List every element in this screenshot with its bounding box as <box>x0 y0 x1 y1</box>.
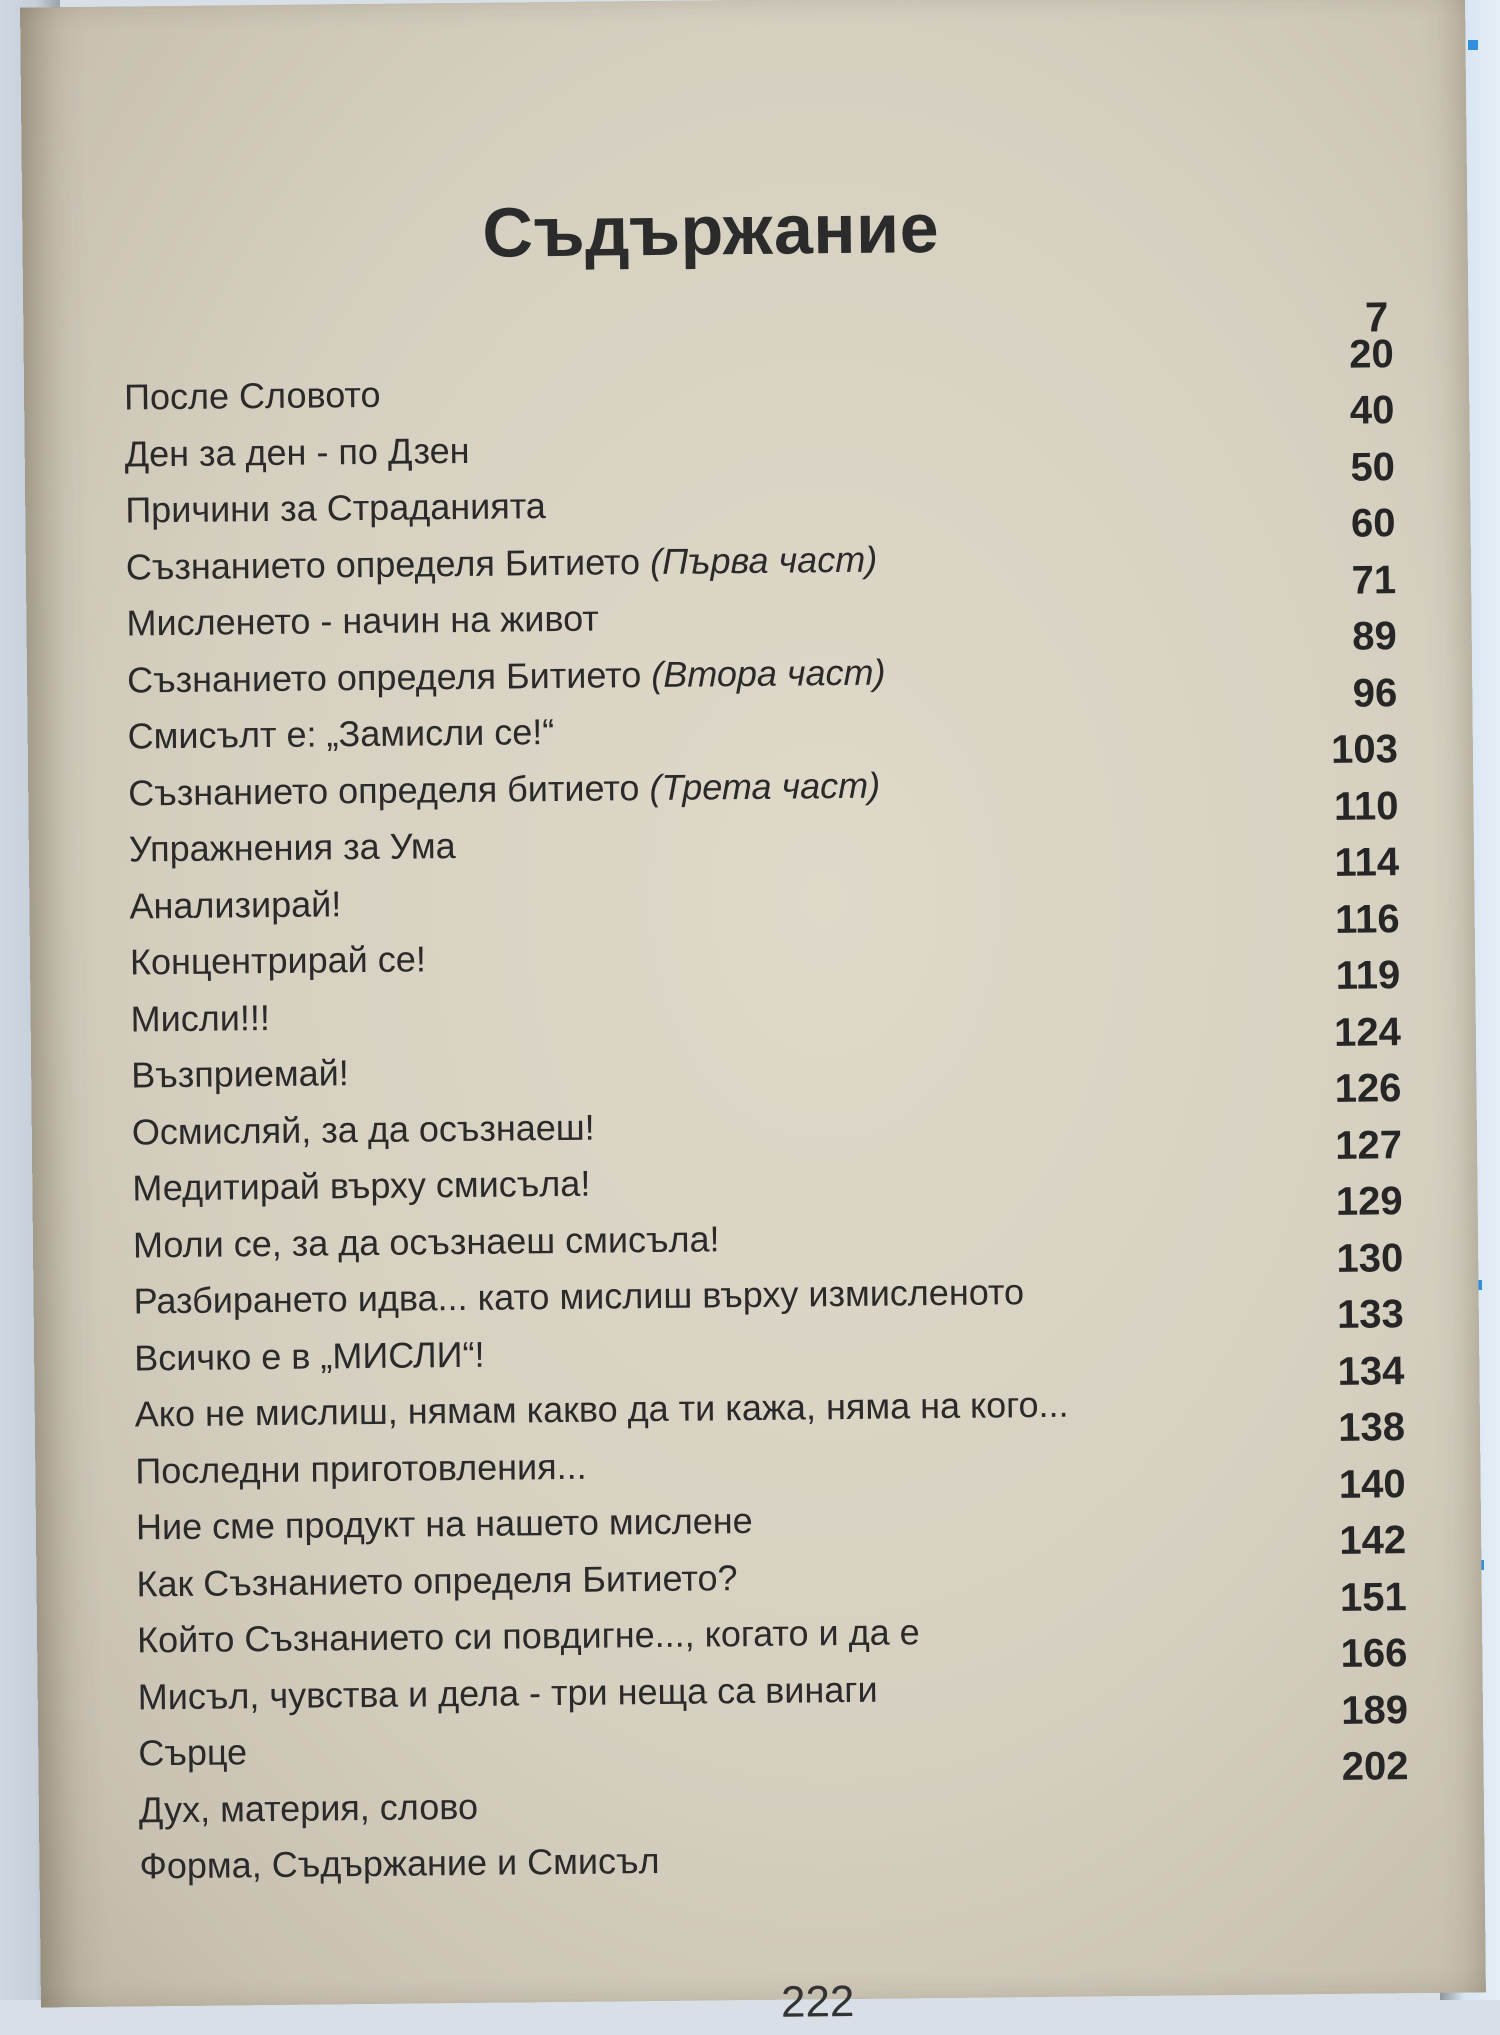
toc-entry-title <box>127 711 554 757</box>
toc-entry-page-number: 89 <box>1351 614 1397 659</box>
table-of-contents <box>123 331 1410 1895</box>
toc-entry-title <box>134 1334 485 1380</box>
toc-entry-page-number: 60 <box>1350 501 1396 546</box>
toc-entry-page-number: 142 <box>1339 1518 1407 1564</box>
toc-entry-page-number: 140 <box>1338 1461 1406 1507</box>
toc-entry-title <box>139 1840 659 1887</box>
toc-first-page-number: 7 <box>1364 293 1389 341</box>
toc-entry-title <box>138 1668 878 1718</box>
toc-entry-title <box>124 374 381 419</box>
toc-entry-title-text: Как Съзнанието определя Битието? <box>136 1556 738 1605</box>
toc-entry-title <box>139 1786 478 1832</box>
toc-entry-title <box>133 1218 720 1266</box>
toc-entry-title <box>126 598 599 645</box>
toc-entry-page-number: 114 <box>1334 840 1400 886</box>
toc-entry-page-number: 129 <box>1335 1179 1403 1225</box>
toc-entry-title-text: Медитирай върху смисъла! <box>132 1162 591 1209</box>
toc-entry-title-text: Ако не мислиш, нямам какво да ти кажа, няма на кого... <box>134 1383 1069 1435</box>
page-title: Съдържание <box>482 188 940 272</box>
toc-entry-page-number: 133 <box>1336 1292 1405 1338</box>
toc-entry-title-text: Сърце <box>138 1731 248 1774</box>
toc-entry-title-text: Осмисляй, за да осъзнаеш! <box>131 1106 595 1153</box>
toc-entry-page-number: 127 <box>1335 1122 1403 1168</box>
toc-entry-page-number: 130 <box>1336 1235 1404 1281</box>
toc-entry <box>139 1825 1410 1895</box>
toc-entry-title <box>126 538 878 588</box>
toc-entry-title <box>131 1052 349 1096</box>
toc-entry-title <box>130 939 426 984</box>
toc-entry-title-text: Смисълт е: „Замисли се!“ <box>127 711 555 757</box>
toc-entry-page-number: 134 <box>1337 1348 1405 1394</box>
toc-entry-title-text: Форма, Съдържание и Смисъл <box>139 1840 660 1887</box>
toc-entry-page-number: 40 <box>1349 388 1395 433</box>
toc-entry-title <box>125 485 546 531</box>
book-page <box>20 0 1486 2027</box>
toc-entry-title <box>135 1384 1069 1436</box>
toc-entry-title-text: Възприемай! <box>131 1052 349 1096</box>
toc-entry-title-text: Всичко е в „МИСЛИ“! <box>133 1333 485 1379</box>
toc-entry-title <box>136 1557 737 1605</box>
toc-entry-title <box>130 997 270 1040</box>
toc-entry-title <box>137 1611 920 1661</box>
toc-entry-title-text: Упражнения за Ума <box>128 825 456 870</box>
toc-entry-page-number: 138 <box>1338 1405 1406 1451</box>
toc-entry-page-number: 151 <box>1339 1574 1407 1620</box>
toc-entry-title-text: Последни приготовления... <box>135 1445 587 1492</box>
toc-entry-page-number: 124 <box>1333 1009 1402 1055</box>
toc-entry-title-text: Който Съзнанието си повдигне..., когато и да е <box>136 1611 920 1661</box>
toc-entry-title-text: Съзнанието определя Битието <box>125 540 651 588</box>
toc-entry-page-number: 103 <box>1330 727 1399 773</box>
toc-entry-title <box>132 1106 595 1153</box>
toc-entry-title-text: Разбирането идва... като мислиш върху измисленото <box>133 1271 1025 1322</box>
toc-entry-page-number: 96 <box>1352 670 1398 716</box>
page-number: 222 <box>780 1976 855 2027</box>
toc-entry-title <box>128 764 880 814</box>
toc-entry-title-text: Причини за Страданията <box>125 485 547 531</box>
toc-entry-page-number: 116 <box>1334 896 1400 942</box>
toc-entry-page-number: 202 <box>1341 1744 1409 1790</box>
toc-entry-title-text: Мисли!!! <box>130 996 271 1040</box>
toc-entry-title-text: Ден за ден - по Дзен <box>124 429 470 475</box>
toc-entry-title-text: Съзнанието определя битието <box>128 766 650 814</box>
toc-entry-title <box>136 1500 753 1548</box>
toc-entry-title-text: Ние сме продукт на нашето мислене <box>135 1500 753 1548</box>
toc-entry-title-text: Моли се, за да осъзнаеш смисъла! <box>132 1218 720 1266</box>
toc-entry-page-number: 166 <box>1340 1631 1408 1677</box>
toc-entry-title-text: Дух, материя, слово <box>138 1785 479 1831</box>
toc-entry-title <box>135 1445 587 1492</box>
toc-entry-title <box>129 883 341 927</box>
toc-entry-page-number: 20 <box>1349 331 1394 377</box>
toc-entry-title-text: Мисленето - начин на живот <box>126 597 600 644</box>
blue-grid-mark <box>1468 40 1478 50</box>
toc-entry-page-number: 50 <box>1350 444 1396 490</box>
toc-entry-title-text: Съзнанието определя Битието <box>126 653 652 701</box>
toc-entry-title <box>138 1732 247 1775</box>
toc-entry-page-number: 119 <box>1335 953 1401 999</box>
toc-entry-title <box>132 1163 590 1210</box>
toc-entry-title-text: После Словото <box>123 374 381 418</box>
toc-entry-page-number: 71 <box>1351 557 1397 603</box>
toc-entry-title-text: Анализирай! <box>129 883 342 927</box>
toc-entry-title-part: (Първа част) <box>649 538 878 582</box>
toc-entry-title <box>127 651 886 701</box>
toc-entry-title-part: (Трета част) <box>649 764 881 808</box>
toc-entry-title <box>129 825 456 870</box>
toc-entry-title <box>125 430 470 476</box>
toc-entry-title <box>133 1271 1024 1322</box>
toc-entry-page-number: 126 <box>1334 1066 1402 1112</box>
toc-entry-page-number: 189 <box>1340 1687 1409 1733</box>
toc-entry-page-number: 110 <box>1333 783 1399 829</box>
toc-entry-title-part: (Втора част) <box>651 651 886 695</box>
toc-entry-title-text: Мисъл, чувства и дела - три неща са винаги <box>137 1668 878 1718</box>
toc-entry-title-text: Концентрирай се! <box>129 938 427 983</box>
